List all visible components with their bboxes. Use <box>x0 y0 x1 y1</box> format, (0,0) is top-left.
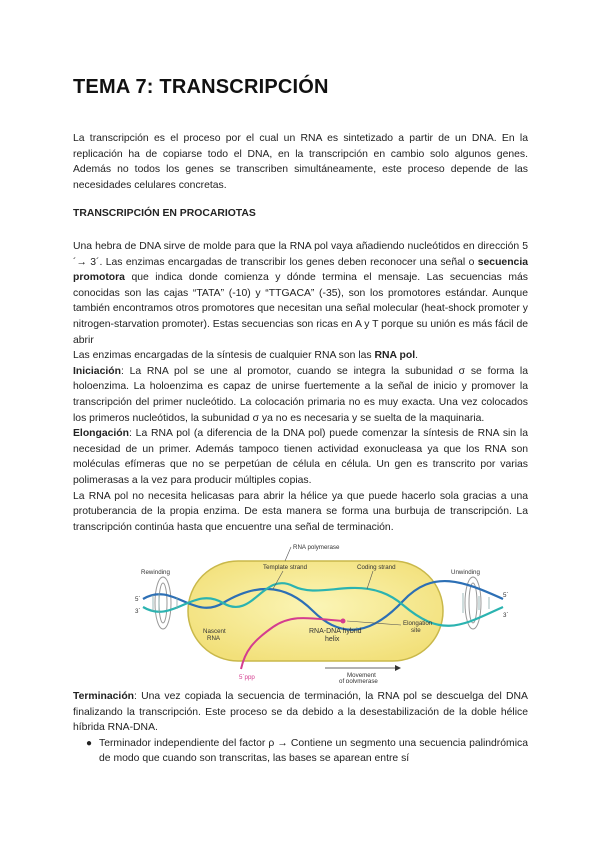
label-nascent-1: Nascent <box>203 628 226 635</box>
label-movement-1: Movement <box>347 672 376 679</box>
label-unwinding: Unwinding <box>451 569 480 576</box>
main-text <box>73 239 528 535</box>
paragraph-termination: Terminación: Una vez copiada la secuencia de terminación, la RNA pol se descuelga del DNA finalizando la transcripción. Este proceso se da debido a la desestabilización de la doble hélice híbrida RNA-DNA. <box>73 691 528 734</box>
paragraph-helicase: La RNA pol no necesita helicasas para abrir la hélice ya que puede hacerlo sola gracias a una protuberancia de la propia enzima. De esta manera se forma una burbuja de transcripción. La transcripción continúa hasta que encuentre una señal de terminación. <box>73 490 528 533</box>
label-elongation-2: site <box>411 627 421 634</box>
list-item <box>73 736 528 767</box>
label-hybrid-2: helix <box>325 636 340 643</box>
bullet-marker: ● <box>85 737 93 749</box>
label-hybrid-1: RNA-DNA hybrid <box>309 628 362 635</box>
label-elongation: Elongación <box>73 428 129 440</box>
paragraph-rna-pol: Las enzimas encargadas de la síntesis de cualquier RNA son las RNA pol. <box>73 350 418 362</box>
label-right-5: 5´ <box>503 592 509 599</box>
label-initiation: Iniciación <box>73 365 121 377</box>
label-elongation-1: Elongation <box>403 620 433 627</box>
page-title: TEMA 7: TRANSCRIPCIÓN <box>73 76 329 98</box>
transcription-bubble-diagram <box>133 541 513 683</box>
termination-text <box>73 689 528 767</box>
label-rna-polymerase: RNA polymerase <box>293 544 340 551</box>
paragraph-initiation: Iniciación: La RNA pol se une al promotor, cuando se integra la subunidad σ se forma la holoenzima. La holoenzima es capaz de unirse fuertemente a la señal de inicio y promover la transcripción del primer nucleótido. La colocación primaria no es muy exacta. Una vez colocados los primeros nucleótidos, la subunidad σ ya no es necesaria y se suelta de la maquinaria. <box>73 365 528 424</box>
label-nascent-2: RNA <box>207 635 221 642</box>
term-promoter: secuencia promotora <box>73 256 528 284</box>
movement-arrowhead <box>395 665 401 671</box>
label-right-3: 3´ <box>503 612 509 619</box>
rna-polymerase-body <box>188 561 443 661</box>
intro-paragraph: La transcripción es el proceso por el cual un RNA es sintetizado a partir de un DNA. En la replicación ha de copiarse todo el DNA, en la transcripción en cambio solo algunos genes. Además no todos los genes se transcriben simultáneamente, este proceso depende de las necesidades celulares concretas. <box>73 133 528 191</box>
label-movement-2: of polymerase <box>339 678 378 683</box>
label-5ppp: 5´ppp <box>239 674 255 681</box>
rewinding-rings <box>155 577 171 629</box>
section-title: TRANSCRIPCIÓN EN PROCARIOTAS <box>73 208 256 219</box>
term-rna-pol: RNA pol <box>374 350 416 362</box>
bullet-text: Terminador independiente del factor ρ → Contiene un segmento una secuencia palindrómica de modo que cuando son transcritas, las bases se aparean entre sí <box>99 737 528 765</box>
label-coding-strand: Coding strand <box>357 564 396 571</box>
label-termination: Terminación <box>73 691 135 702</box>
paragraph-promoter: Una hebra de DNA sirve de molde para que la RNA pol vaya añadiendo nucleótidos en dirección 5´→ 3´. Las enzimas encargadas de transcribir los genes deben reconocer una señal o secuencia promotora que indica donde comienza y dónde termina el mensaje. Las secuencias más conocidas son las cajas “TATA” (-10) y “TTGACA” (-35), son los promotores estándar. Aunque también encontramos otros promotores que necesitan una señal molecular (heat-shock promoter y nitrogen-starvation promoter). Estas secuencias son ricas en A y T porque su unión es más fácil de abrir <box>73 241 528 346</box>
label-template-strand: Template strand <box>263 564 308 571</box>
label-rewinding: Rewinding <box>141 569 170 576</box>
elongation-site-marker <box>341 619 346 624</box>
label-left-5: 5´ <box>135 596 141 603</box>
label-left-3: 3´ <box>135 608 141 615</box>
paragraph-elongation: Elongación: La RNA pol (a diferencia de la DNA pol) puede comenzar la síntesis de RNA sin la necesidad de un primer. Además tampoco tienen actividad exonucleasa ya que los RNA son moléculas efímeras que no se perpetúan de célula en célula. Un gen es transcrito por varias polimerasas a la vez para producir múltiples copias. <box>73 428 528 486</box>
